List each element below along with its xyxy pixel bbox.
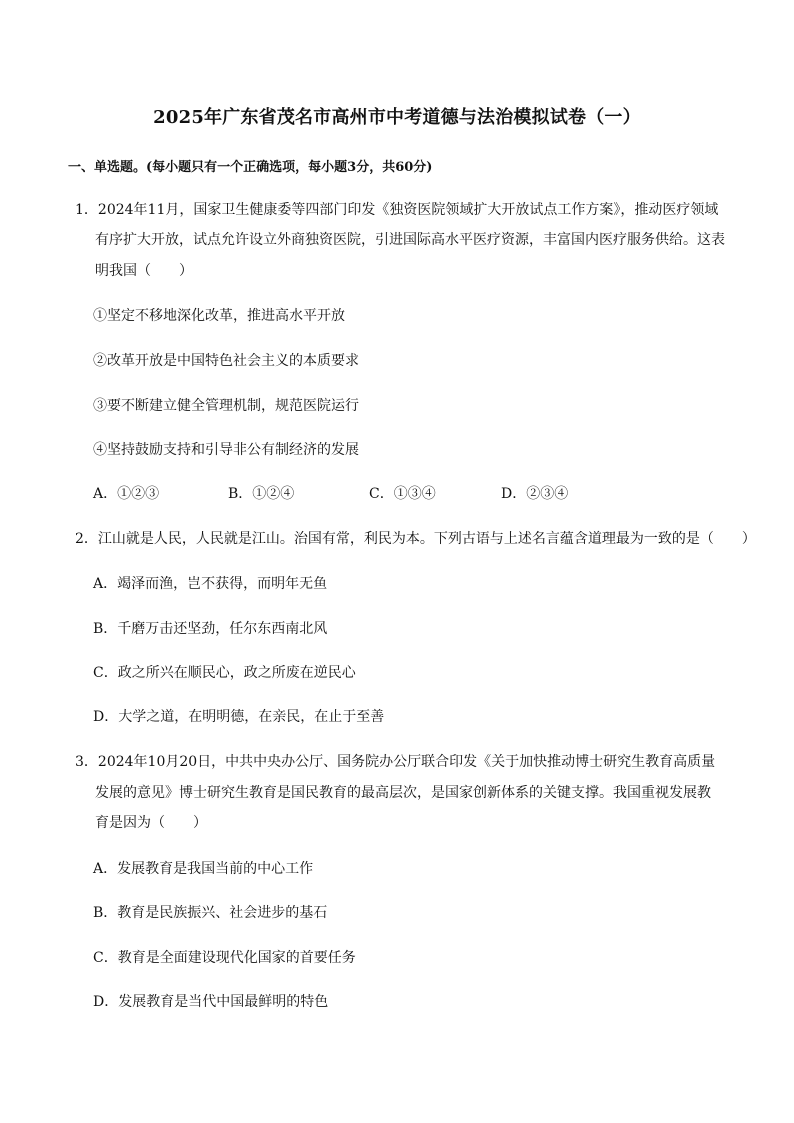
q3-option-c[interactable]: C．教育是全面建设现代化国家的首要任务 <box>93 950 356 966</box>
q1-option-d[interactable]: D．②③④ <box>501 486 569 502</box>
q1-statement-3: ③要不断建立健全管理机制，规范医院运行 <box>93 398 359 414</box>
q2-stem-line-1: 2．江山就是人民，人民就是江山。治国有常，利民为本。下列古语与上述名言蕴含道理最为一致的是（ ） <box>75 531 756 547</box>
q2-option-c[interactable]: C．政之所兴在顺民心，政之所废在逆民心 <box>93 665 356 681</box>
q2-option-b[interactable]: B．千磨万击还坚劲，任尔东西南北风 <box>93 621 328 637</box>
q3-option-b[interactable]: B．教育是民族振兴、社会进步的基石 <box>93 905 328 921</box>
q3-stem-line-1: 3．2024年10月20日，中共中央办公厅、国务院办公厅联合印发《关于加快推动博士研究生教育高质量 <box>75 754 716 770</box>
q1-option-c[interactable]: C．①③④ <box>369 486 436 502</box>
exam-title: 2025年广东省茂名市高州市中考道德与法治模拟试卷（一） <box>153 107 641 128</box>
q3-option-a[interactable]: A．发展教育是我国当前的中心工作 <box>93 861 314 877</box>
q1-stem-line-3: 明我国（ ） <box>95 263 193 279</box>
q1-stem-line-1: 1．2024年11月，国家卫生健康委等四部门印发《独资医院领域扩大开放试点工作方案》，推动医疗领域 <box>75 202 719 218</box>
q1-statement-2: ②改革开放是中国特色社会主义的本质要求 <box>93 353 359 369</box>
q2-option-a[interactable]: A．竭泽而渔，岂不获得，而明年无鱼 <box>93 576 328 592</box>
q1-statement-4: ④坚持鼓励支持和引导非公有制经济的发展 <box>93 442 359 458</box>
q3-option-d[interactable]: D．发展教育是当代中国最鲜明的特色 <box>93 994 329 1010</box>
q2-option-d[interactable]: D．大学之道，在明明德，在亲民，在止于至善 <box>93 709 385 725</box>
q1-statement-1: ①坚定不移地深化改革，推进高水平开放 <box>93 308 345 324</box>
q1-stem-line-2: 有序扩大开放，试点允许设立外商独资医院，引进国际高水平医疗资源，丰富国内医疗服务供给。这表 <box>95 232 725 248</box>
q3-stem-line-2: 发展的意见》博士研究生教育是国民教育的最高层次，是国家创新体系的关键支撑。我国重视发展教 <box>95 785 711 801</box>
q1-option-b[interactable]: B．①②④ <box>228 486 295 502</box>
section-heading: 一、单选题。(每小题只有一个正确选项，每小题3分，共60分) <box>68 160 433 175</box>
q1-option-a[interactable]: A．①②③ <box>93 486 160 502</box>
q3-stem-line-3: 育是因为（ ） <box>95 815 207 831</box>
